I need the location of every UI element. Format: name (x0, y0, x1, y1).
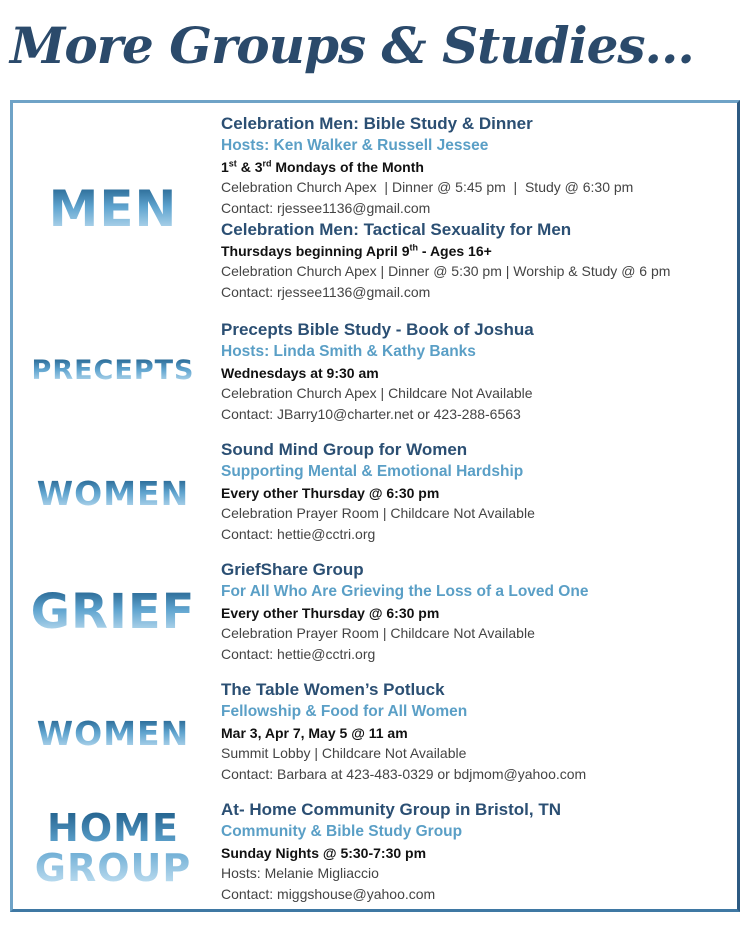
section-tag-women: WOMEN (13, 717, 213, 752)
group-subtitle: Community & Bible Study Group (221, 823, 463, 840)
tag-line: GROUP (34, 845, 192, 890)
section-tag-women: WOMEN (13, 477, 213, 512)
group-hosts: Hosts: Ken Walker & Russell Jessee (221, 137, 489, 154)
group-schedule (221, 157, 736, 177)
group-contact[interactable]: Contact: JBarry10@charter.net or 423-288-6563 (221, 406, 521, 422)
section-men (13, 113, 737, 313)
group-heading: The Table Women’s Potluck (221, 680, 445, 699)
section-women (13, 439, 737, 549)
section-tag-men: MEN (13, 183, 213, 236)
schedule-sup: st (228, 158, 237, 169)
group-heading: At- Home Community Group in Bristol, TN (221, 800, 561, 819)
group-contact[interactable]: Contact: rjessee1136@gmail.com (221, 200, 431, 216)
schedule-part: & 3 (236, 159, 263, 175)
group-details: Celebration Prayer Room | Childcare Not Available (221, 505, 535, 521)
group-subtitle: Supporting Mental & Emotional Hardship (221, 463, 524, 480)
group-details: Celebration Prayer Room | Childcare Not Available (221, 625, 535, 641)
tag-line: HOME (47, 806, 179, 850)
group-subtitle: Fellowship & Food for All Women (221, 703, 468, 720)
group-heading: Celebration Men: Tactical Sexuality for Men (221, 220, 572, 239)
group-details: Celebration Church Apex | Childcare Not Available (221, 385, 533, 401)
group-heading: Precepts Bible Study - Book of Joshua (221, 320, 534, 339)
group-entry-men-bible-study (221, 113, 736, 219)
section-home-group (13, 799, 737, 909)
group-contact[interactable]: Contact: hettie@cctri.org (221, 646, 376, 662)
schedule-sup: th (409, 242, 419, 253)
group-entry-griefshare (221, 559, 736, 665)
section-women-potluck (13, 679, 737, 789)
group-contact[interactable]: Contact: rjessee1136@gmail.com (221, 284, 431, 300)
group-subtitle: For All Who Are Grieving the Loss of a Loved One (221, 583, 589, 600)
group-schedule (221, 241, 736, 261)
group-schedule: Sunday Nights @ 5:30-7:30 pm (221, 845, 427, 861)
group-details: Celebration Church Apex | Dinner @ 5:45 pm | Study @ 6:30 pm (221, 179, 634, 195)
group-schedule: Wednesdays at 9:30 am (221, 365, 379, 381)
schedule-part: Thursdays beginning April 9 (221, 243, 410, 259)
group-contact[interactable]: Contact: hettie@cctri.org (221, 526, 376, 542)
group-details: Summit Lobby | Childcare Not Available (221, 745, 467, 761)
schedule-sup: rd (262, 158, 272, 169)
group-schedule: Every other Thursday @ 6:30 pm (221, 485, 440, 501)
group-entry-table-potluck (221, 679, 736, 785)
group-entry-precepts (221, 319, 736, 425)
group-heading: Sound Mind Group for Women (221, 440, 468, 459)
group-hosts: Hosts: Linda Smith & Kathy Banks (221, 343, 476, 360)
group-contact[interactable]: Contact: Barbara at 423-483-0329 or bdjmom@yahoo.com (221, 766, 587, 782)
group-details: Celebration Church Apex | Dinner @ 5:30 pm | Worship & Study @ 6 pm (221, 263, 671, 279)
section-precepts (13, 319, 737, 429)
group-schedule: Every other Thursday @ 6:30 pm (221, 605, 440, 621)
section-tag-home-group (13, 806, 213, 890)
section-grief (13, 559, 737, 669)
group-schedule: Mar 3, Apr 7, May 5 @ 11 am (221, 725, 408, 741)
schedule-part: 1 (221, 159, 229, 175)
groups-frame (10, 100, 740, 912)
page-title: More Groups & Studies... (10, 16, 694, 75)
group-hosts: Hosts: Melanie Migliaccio (221, 865, 379, 881)
group-entry-men-tactical (221, 219, 736, 303)
schedule-part: - Ages 16+ (418, 243, 492, 259)
group-heading: Celebration Men: Bible Study & Dinner (221, 114, 533, 133)
group-contact[interactable]: Contact: miggshouse@yahoo.com (221, 886, 436, 902)
section-tag-precepts: PRECEPTS (13, 357, 213, 385)
group-entry-sound-mind (221, 439, 736, 545)
schedule-part: Mondays of the Month (271, 159, 424, 175)
group-entry-at-home (221, 799, 736, 905)
group-heading: GriefShare Group (221, 560, 364, 579)
section-tag-grief: GRIEF (13, 587, 213, 637)
